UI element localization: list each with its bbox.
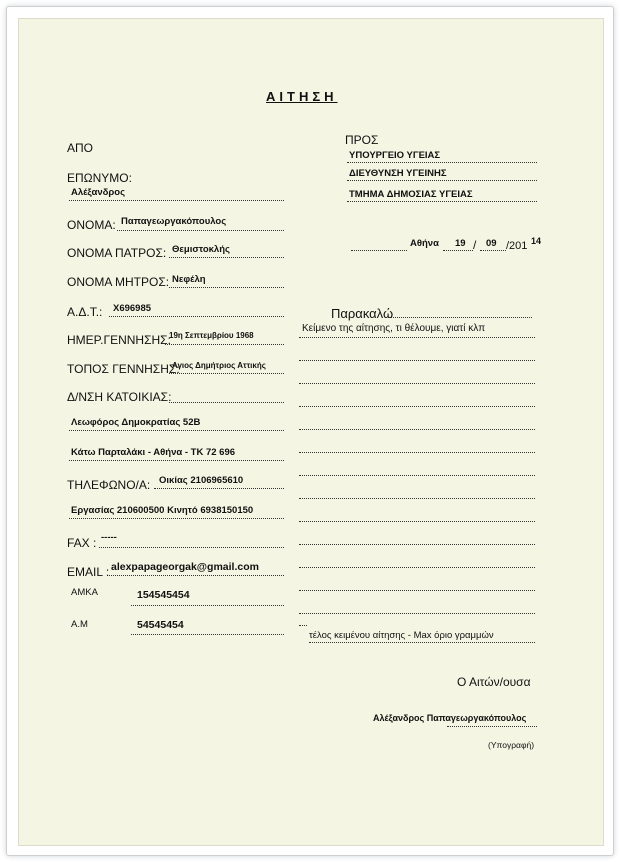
phone-home-value[interactable]: Οικίας 2106965610 <box>159 475 244 486</box>
amka-dotted-line <box>131 605 284 606</box>
request-heading: Παρακαλώ <box>331 306 394 321</box>
address-line-1[interactable]: Λεωφόρος Δημοκρατίας 52Β <box>71 417 201 428</box>
registry-number-dotted-line <box>131 634 284 635</box>
recipient-line-1-dotted <box>347 162 537 163</box>
recipient-line-2[interactable]: ΔΙΕΥΘΥΝΣΗ ΥΓΕΙΝΗΣ <box>349 168 447 179</box>
surname-label: ΕΠΩΝΥΜΟ: <box>67 171 132 185</box>
date-month-dotted <box>480 250 506 251</box>
address-label: Δ/ΝΣΗ ΚΑΤΟΙΚΙΑΣ: <box>67 390 172 404</box>
recipient-line-3[interactable]: ΤΜΗΜΑ ΔΗΜΟΣΙΑΣ ΥΓΕΙΑΣ <box>349 189 473 200</box>
email-value[interactable]: alexpapageorgak@gmail.com <box>111 561 259 573</box>
surname-value[interactable]: Αλέξανδρος <box>71 187 126 198</box>
father-name-label: ΟΝΟΜΑ ΠΑΤΡΟΣ: <box>67 246 167 260</box>
recipient-line-3-dotted <box>347 201 537 202</box>
form-title: ΑΙΤΗΣΗ <box>266 89 338 104</box>
date-city[interactable]: Αθήνα <box>410 238 439 249</box>
amka-value[interactable]: 154545454 <box>137 589 190 601</box>
to-label: ΠΡΟΣ <box>345 133 379 147</box>
applicant-label: Ο Αιτών/ουσα <box>457 675 531 689</box>
body-line-12 <box>299 590 535 591</box>
body-line-5 <box>299 429 535 430</box>
end-text-dotted <box>309 642 535 643</box>
date-month[interactable]: 09 <box>486 238 497 249</box>
phone-home-dotted-line <box>154 488 284 489</box>
signature-dotted-line <box>447 726 537 727</box>
first-name-value[interactable]: Παπαγεωργακόπουλος <box>121 216 227 227</box>
id-card-value[interactable]: Χ696985 <box>113 303 152 314</box>
address-dotted-line <box>169 402 284 403</box>
date-separator-1: / <box>473 238 477 252</box>
body-line-2 <box>299 360 535 361</box>
birth-place-label: ΤΟΠΟΣ ΓΕΝΝΗΣΗΣ: <box>67 362 180 376</box>
birth-place-value[interactable]: Αγιος Δημήτριος Αττικής <box>172 361 266 370</box>
mother-name-label: ΟΝΟΜΑ ΜΗΤΡΟΣ: <box>67 275 170 289</box>
birth-date-label: ΗΜΕΡ.ΓΕΝΝΗΣΗΣ: <box>67 333 171 347</box>
body-line-13 <box>299 613 535 614</box>
date-year-suffix[interactable]: 14 <box>531 236 542 246</box>
mother-name-dotted-line <box>169 287 284 288</box>
from-label: ΑΠΟ <box>67 141 94 155</box>
first-name-label: ΟΝΟΜΑ: <box>67 218 116 232</box>
birth-date-value[interactable]: 19η Σεπτεμβρίου 1968 <box>169 331 254 340</box>
date-day-dotted <box>443 250 473 251</box>
end-text-leading-dots <box>299 625 307 626</box>
request-heading-dotted <box>388 317 532 318</box>
body-line-8 <box>299 498 535 499</box>
fax-dotted-line <box>99 547 284 548</box>
body-line-9 <box>299 521 535 522</box>
date-day[interactable]: 19 <box>455 238 466 249</box>
body-line-3 <box>299 383 535 384</box>
id-card-dotted-line <box>109 316 284 317</box>
body-line-7 <box>299 475 535 476</box>
body-line-10 <box>299 544 535 545</box>
address-line-2[interactable]: Κάτω Παρταλάκι - Αθήνα - ΤΚ 72 696 <box>71 447 236 458</box>
date-separator-2: /201 <box>506 240 528 252</box>
father-name-dotted-line <box>169 257 284 258</box>
fax-value[interactable]: ----- <box>101 532 117 543</box>
request-body-text[interactable]: Κείμενο της αίτησης, τι θέλουμε, γιατί κλπ <box>302 323 486 334</box>
body-line-1 <box>299 337 535 338</box>
phone-work-value[interactable]: Εργασίας 210600500 Κινητό 6938150150 <box>71 505 254 516</box>
body-line-6 <box>299 452 535 453</box>
application-form-sheet <box>18 18 604 846</box>
phone-work-dotted-line <box>69 518 284 519</box>
signature-label: (Υπογραφή) <box>488 740 535 750</box>
phone-label: ΤΗΛΕΦΩΝΟ/Α: <box>67 478 151 492</box>
registry-number-label: Α.Μ <box>71 619 88 630</box>
body-line-11 <box>299 567 535 568</box>
recipient-line-2-dotted <box>347 180 537 181</box>
email-label: EMAIL : <box>67 565 110 579</box>
mother-name-value[interactable]: Νεφέλη <box>172 274 206 285</box>
father-name-value[interactable]: Θεμιστοκλής <box>172 244 230 255</box>
id-card-label: Α.Δ.Τ.: <box>67 305 103 319</box>
birth-date-dotted-line <box>165 344 284 345</box>
surname-dotted-line <box>69 200 284 201</box>
request-end-text[interactable]: τέλος κειμένου αίτησης - Max όριο γραμμών <box>309 630 494 641</box>
amka-label: ΑΜΚΑ <box>71 587 98 598</box>
fax-label: FAX : <box>67 536 97 550</box>
registry-number-value[interactable]: 54545454 <box>137 619 184 631</box>
birth-place-dotted-line <box>169 373 284 374</box>
signature-name[interactable]: Αλέξανδρος Παπαγεωργακόπουλος <box>373 713 527 723</box>
first-name-dotted-line <box>117 230 284 231</box>
recipient-line-1[interactable]: ΥΠΟΥΡΓΕΙΟ ΥΓΕΙΑΣ <box>349 150 441 161</box>
address-line-2-dotted <box>69 460 284 461</box>
body-line-4 <box>299 406 535 407</box>
date-leading-dotted <box>351 250 407 251</box>
email-dotted-line <box>109 575 284 576</box>
address-line-1-dotted <box>69 430 284 431</box>
